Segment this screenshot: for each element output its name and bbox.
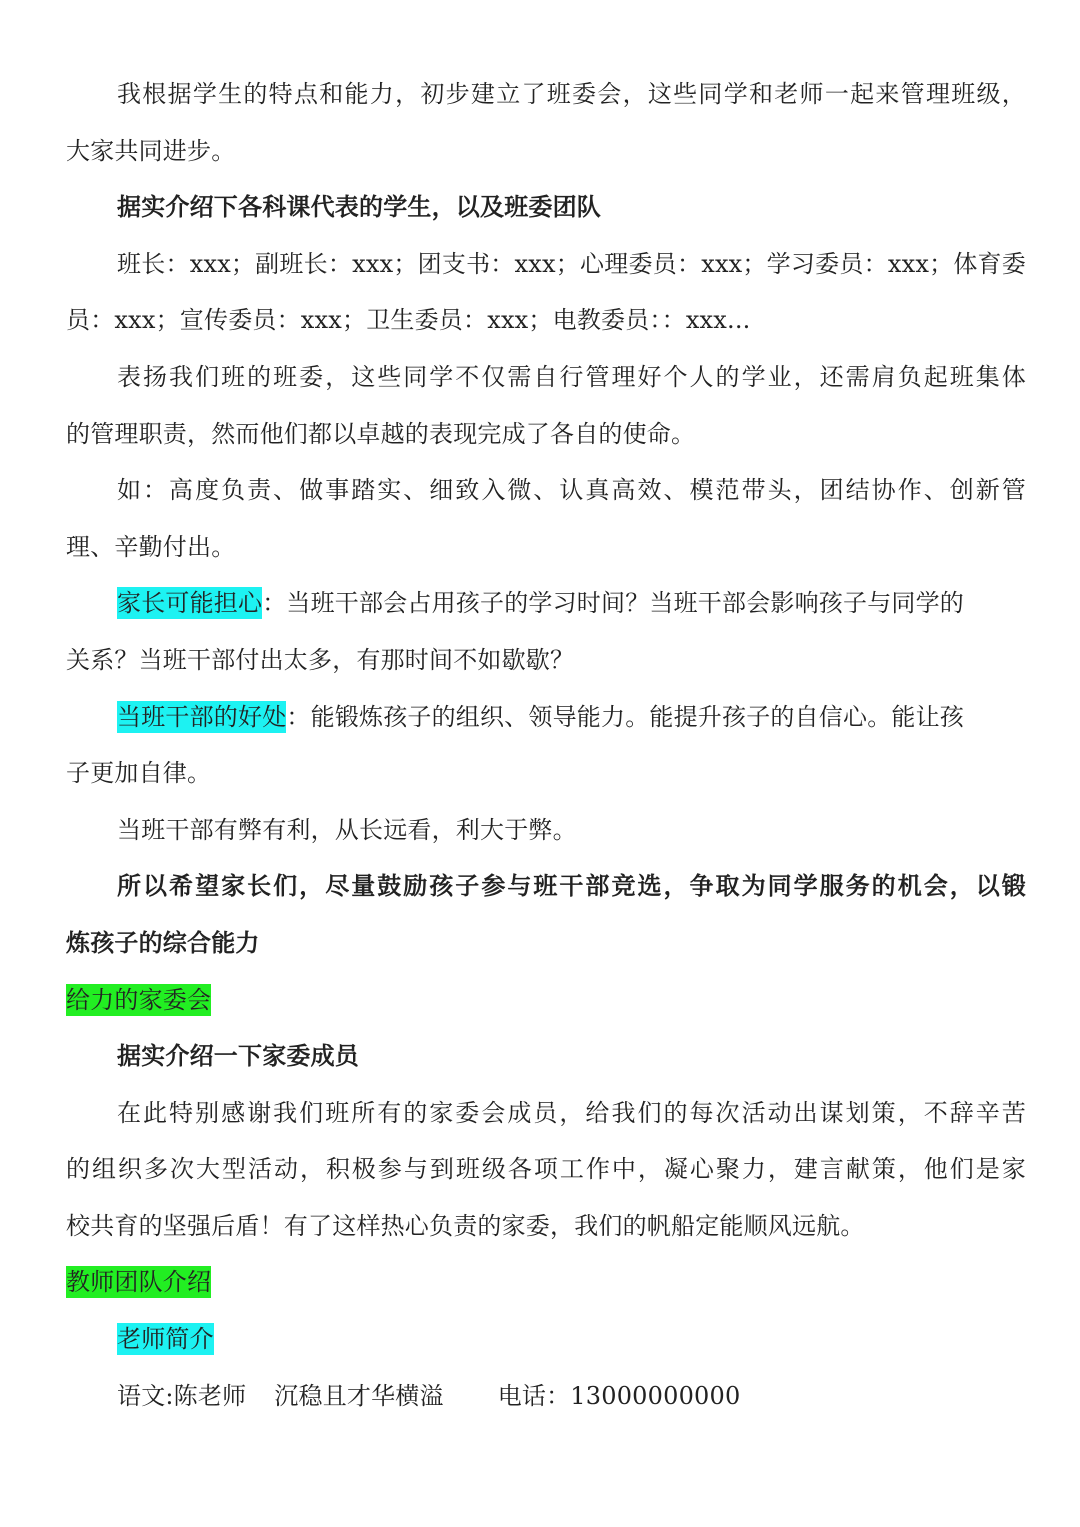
- heading-representatives: 据实介绍下各科课代表的学生，以及班委团队: [117, 192, 601, 222]
- teacher-phone: 电话：13000000000: [497, 1381, 741, 1410]
- highlight-parent-concerns: 家长可能担心: [117, 589, 263, 618]
- highlight-parent-committee: 给力的家委会: [66, 985, 212, 1014]
- subsection-title-teacher-intro: [66, 1311, 1026, 1368]
- paragraph-encourage-line1: 所以希望家长们，尽量鼓励孩子参与班干部竞选，争取为同学服务的机会，以锻: [117, 871, 1026, 901]
- paragraph-praise-line1: 表扬我们班的班委，这些同学不仅需自行管理好个人的学业，还需肩负起班集体: [117, 362, 1026, 391]
- heading-parent-members: 据实介绍一下家委成员: [117, 1041, 359, 1071]
- teacher-info-line: [66, 1368, 1026, 1425]
- paragraph-benefits-line2: 子更加自律。: [66, 759, 212, 788]
- paragraph-qualities-line2: 理、辛勤付出。: [66, 532, 236, 561]
- benefits-text: ：能锻炼孩子的组织、领导能力。能提升孩子的自信心。能让孩: [286, 702, 965, 731]
- paragraph-class-committee-line2: 大家共同进步。: [66, 136, 236, 165]
- paragraph-committee-roles-line1: 班长：xxx；副班长：xxx；团支书：xxx；心理委员：xxx；学习委员：xxx；体育委: [117, 249, 1026, 278]
- paragraph-thanks-line2: 的组织多次大型活动，积极参与到班级各项工作中，凝心聚力，建言献策，他们是家: [66, 1155, 1026, 1184]
- parent-concerns-text: ：当班干部会占用孩子的学习时间？当班干部会影响孩子与同学的: [262, 589, 965, 618]
- paragraph-thanks-line1: 在此特别感谢我们班所有的家委会成员，给我们的每次活动出谋划策，不辞辛苦: [117, 1098, 1026, 1127]
- paragraph-committee-roles-line2: 员：xxx；宣传委员：xxx；卫生委员：xxx；电教委员：：xxx...: [66, 306, 751, 335]
- paragraph-encourage-line2: 炼孩子的综合能力: [66, 927, 260, 957]
- highlight-benefits: 当班干部的好处: [117, 702, 287, 731]
- teacher-description: 沉稳且才华横溢: [274, 1381, 444, 1410]
- paragraph-class-committee-line1: 我根据学生的特点和能力，初步建立了班委会，这些同学和老师一起来管理班级，: [117, 80, 1026, 108]
- paragraph-benefits-line1: [66, 689, 1026, 746]
- paragraph-pros-cons: 当班干部有弊有利，从长远看，利大于弊。: [117, 815, 577, 844]
- section-title-teacher-team: [66, 1254, 1026, 1311]
- paragraph-parent-concerns-line2: 关系？当班干部付出太多，有那时间不如歇歇？: [66, 645, 575, 674]
- paragraph-thanks-line3: 校共育的坚强后盾！有了这样热心负责的家委，我们的帆船定能顺风远航。: [66, 1211, 865, 1240]
- paragraph-qualities-line1: 如：高度负责、做事踏实、细致入微、认真高效、模范带头，团结协作、创新管: [117, 476, 1026, 505]
- highlight-teacher-team: 教师团队介绍: [66, 1268, 212, 1297]
- section-title-parent-committee: [66, 972, 1026, 1029]
- document-page: [66, 66, 1026, 1424]
- paragraph-praise-line2: 的管理职责，然而他们都以卓越的表现完成了各自的使命。: [66, 419, 696, 448]
- teacher-subject-name: 语文:陈老师: [117, 1381, 247, 1410]
- highlight-teacher-intro: 老师简介: [117, 1325, 214, 1354]
- paragraph-parent-concerns-line1: [66, 575, 1026, 632]
